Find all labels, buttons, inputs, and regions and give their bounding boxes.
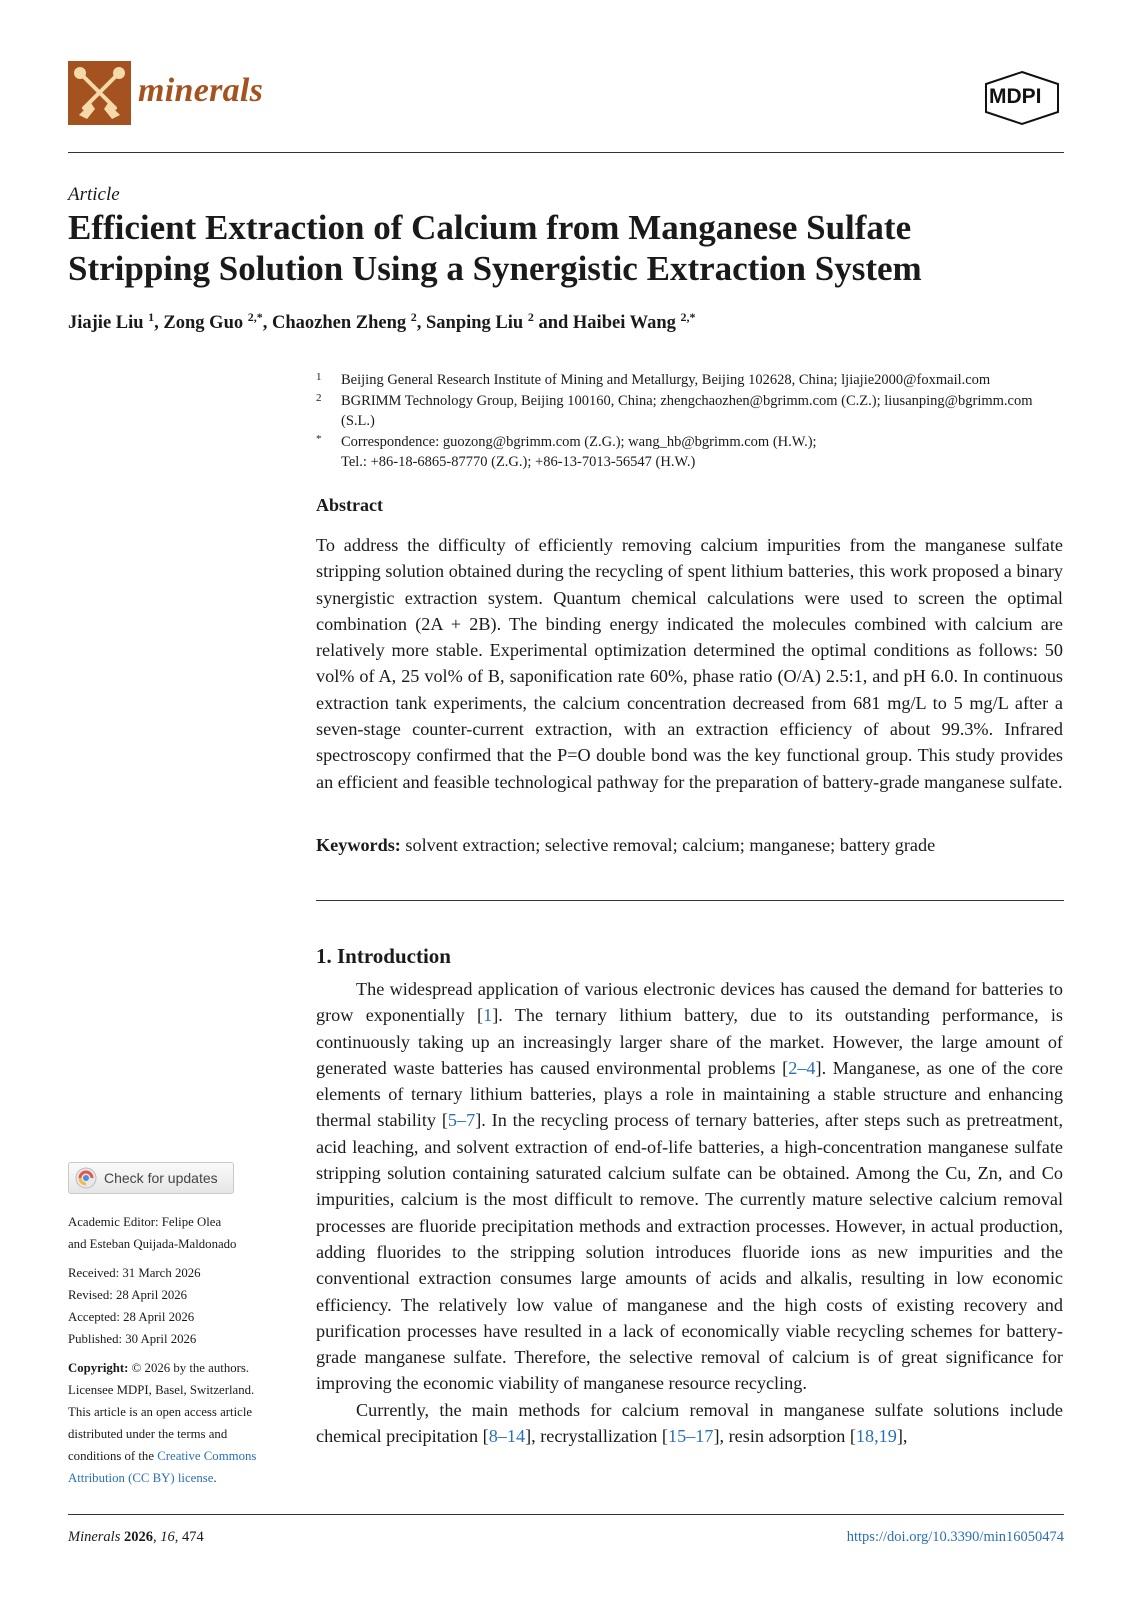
citation-link[interactable]: 15–17 <box>668 1426 714 1447</box>
title-line-2: Stripping Solution Using a Synergistic Extraction System <box>68 249 922 288</box>
journal-logo <box>68 61 131 125</box>
affiliation-mark: 2 <box>316 391 322 404</box>
article-title <box>68 207 1058 289</box>
author-separator: , <box>416 313 427 334</box>
author-affiliation-mark: 2,* <box>680 310 696 324</box>
license-text: conditions of the <box>68 1449 155 1463</box>
affiliation-mark: * <box>316 432 322 445</box>
academic-editor-cont: and Esteban Quijada-Maldonado <box>68 1237 237 1251</box>
author-separator: and <box>533 313 573 334</box>
affiliation-item <box>316 370 1066 391</box>
section-heading-introduction: 1. Introduction <box>316 944 451 968</box>
affiliations <box>316 370 1066 473</box>
license-end: . <box>213 1471 217 1485</box>
license-line: This article is an open access article <box>68 1405 253 1419</box>
affiliation-text: BGRIMM Technology Group, Beijing 100160, China; zhengchaozhen@bgrimm.com (C.Z.); liusanping@bgrimm.com (S.L.) <box>341 392 1033 429</box>
paragraph-text: ]. The ternary lithium battery, due to its outstanding performance, is continuously taking up an increasingly larger share of the market. However, the large amount of generated waste batteries has caused environmental problems [ <box>316 1005 1063 1078</box>
author-name: Sanping Liu <box>426 313 528 334</box>
author-name: Haibei Wang <box>572 313 681 334</box>
paragraph-text: ], <box>896 1426 908 1447</box>
copyright-label: Copyright: <box>68 1361 129 1375</box>
license-line: Licensee MDPI, Basel, Switzerland. <box>68 1383 255 1397</box>
footer-journal: Minerals <box>68 1529 121 1545</box>
affiliation-item <box>316 432 1066 473</box>
section-divider <box>316 900 1064 901</box>
abstract-text: To address the difficulty of efficiently removing calcium impurities from the manganese sulfate stripping solution obtained during the recycling of spent lithium batteries, this work proposed a binary synergistic extraction system. Quantum chemical calculations were used to screen the optimal combination (2A + 2B). The binding energy indicated the molecules combined with calcium are relatively more stable. Experimental optimization determined the optimal conditions as follows: 50 vol% of A, 25 vol% of B, saponification rate 60%, phase ratio (O/A) 2.5:1, and pH 6.0. In continuous extraction tank experiments, the calcium concentration decreased from 681 mg/L to 5 mg/L after a seven-stage counter-current extraction, with an extraction efficiency of about 99.3%. Infrared spectroscopy confirmed that the P=O double bond was the key functional group. This study provides an efficient and feasible technological pathway for the preparation of battery-grade manganese sulfate. <box>316 535 1063 792</box>
introduction-body <box>316 976 1063 1449</box>
citation-link[interactable]: 5–7 <box>447 1110 476 1131</box>
check-updates-label: Check for updates <box>104 1170 218 1186</box>
affiliation-text: Correspondence: guozong@bgrimm.com (Z.G.); wang_hb@bgrimm.com (H.W.); Tel.: +86-18-6865-87770 (Z.G.); +86-13-7013-56547 (H.W.) <box>341 433 817 470</box>
footer-divider <box>68 1514 1064 1515</box>
check-updates-icon <box>75 1167 97 1189</box>
title-line-1: Efficient Extraction of Calcium from Manganese Sulfate <box>68 208 912 247</box>
author-separator: , <box>154 313 164 334</box>
author-affiliation-mark: 2,* <box>247 310 263 324</box>
author-name: Zong Guo <box>163 313 248 334</box>
paragraph <box>316 1397 1063 1450</box>
affiliation-mark: 1 <box>316 371 322 383</box>
academic-editor: Academic Editor: Felipe Olea <box>68 1215 222 1229</box>
keywords-text: solvent extraction; selective removal; calcium; manganese; battery grade <box>405 835 936 855</box>
copyright <box>68 1357 288 1379</box>
affiliation-item <box>316 391 1066 432</box>
citation-link[interactable]: 18,19 <box>855 1426 897 1447</box>
crossed-shovels-icon <box>68 61 131 125</box>
abstract-heading: Abstract <box>316 495 383 515</box>
paragraph-text: ], recrystallization [ <box>525 1426 668 1447</box>
doi-link[interactable]: https://doi.org/10.3390/min16050474 <box>846 1529 1064 1545</box>
paragraph-text: ]. In the recycling process of ternary batteries, after steps such as pretreatment, acid leaching, and solvent extraction of end-of-life batteries, a high-concentration manganese sulfate stripping solution containing saturated calcium sulfate can be obtained. Among the Cu, Zn, and Co impurities, calcium is the most difficult to remove. The currently mature selective calcium removal processes are fluoride precipitation methods and extraction processes. However, in actual production, adding fluorides to the stripping solution introduces fluoride ions as new impurities and the conventional extraction consumes large amounts of acids and alkalis, resulting in low economic efficiency. The relatively low value of manganese and the high costs of existing recovery and purification processes have resulted in a lack of economically viable recycling schemes for battery-grade manganese sulfate. Therefore, the selective removal of calcium is of great significance for improving the economic viability of manganese resource recycling. <box>316 1110 1063 1394</box>
copyright-text: © 2026 by the authors. <box>131 1361 250 1375</box>
received-date: Received: 31 March 2026 <box>68 1266 201 1280</box>
creative-commons-link[interactable]: Creative Commons <box>157 1449 257 1463</box>
author-affiliation-mark: 2 <box>410 310 417 324</box>
author-separator: , <box>262 313 272 334</box>
accepted-date: Accepted: 28 April 2026 <box>68 1310 195 1324</box>
author-name: Chaozhen Zheng <box>271 313 411 334</box>
citation-link[interactable]: 8–14 <box>488 1426 526 1447</box>
license-line <box>68 1467 288 1489</box>
author-list <box>68 310 696 334</box>
header-divider <box>68 152 1064 153</box>
footer-article-number: 474 <box>181 1529 204 1545</box>
affiliation-text: Beijing General Research Institute of Mining and Metallurgy, Beijing 102628, China; ljiajie2000@foxmail.com <box>341 372 991 388</box>
revised-date: Revised: 28 April 2026 <box>68 1288 188 1302</box>
paragraph-text: ]. Manganese, as one of the core elements of ternary lithium batteries, plays a role in maintaining a stable structure and enhancing thermal stability [ <box>316 1057 1064 1131</box>
keywords-label: Keywords: <box>316 835 401 855</box>
footer-year: 2026 <box>123 1529 153 1545</box>
author-affiliation-mark: 1 <box>148 310 155 324</box>
paragraph-text: Currently, the main methods for calcium removal in manganese sulfate solutions include chemical precipitation [ <box>316 1399 1063 1447</box>
paragraph-text: ], resin adsorption [ <box>713 1426 856 1447</box>
license-line <box>68 1445 288 1467</box>
cc-by-license-link[interactable]: Attribution (CC BY) license <box>68 1471 214 1485</box>
paragraph <box>316 976 1063 1397</box>
article-type: Article <box>68 184 120 205</box>
footer-volume: 16 <box>160 1529 175 1545</box>
check-for-updates-button[interactable] <box>68 1162 234 1194</box>
article-info-sidebar <box>68 1211 288 1489</box>
journal-name: minerals <box>138 72 264 109</box>
citation: Minerals 2026, 16, 474 <box>68 1529 204 1545</box>
keywords <box>316 835 1066 856</box>
mdpi-logo-text: MDPI <box>989 85 1042 108</box>
author-affiliation-mark: 2 <box>527 310 534 324</box>
author-name: Jiajie Liu <box>68 313 149 334</box>
license-line: distributed under the terms and <box>68 1427 228 1441</box>
published-date: Published: 30 April 2026 <box>68 1332 197 1346</box>
citation-link[interactable]: 1 <box>483 1005 493 1026</box>
citation-link[interactable]: 2–4 <box>788 1057 816 1078</box>
paragraph-text: The widespread application of various electronic devices has caused the demand for batteries to grow exponentially [ <box>316 979 1063 1026</box>
